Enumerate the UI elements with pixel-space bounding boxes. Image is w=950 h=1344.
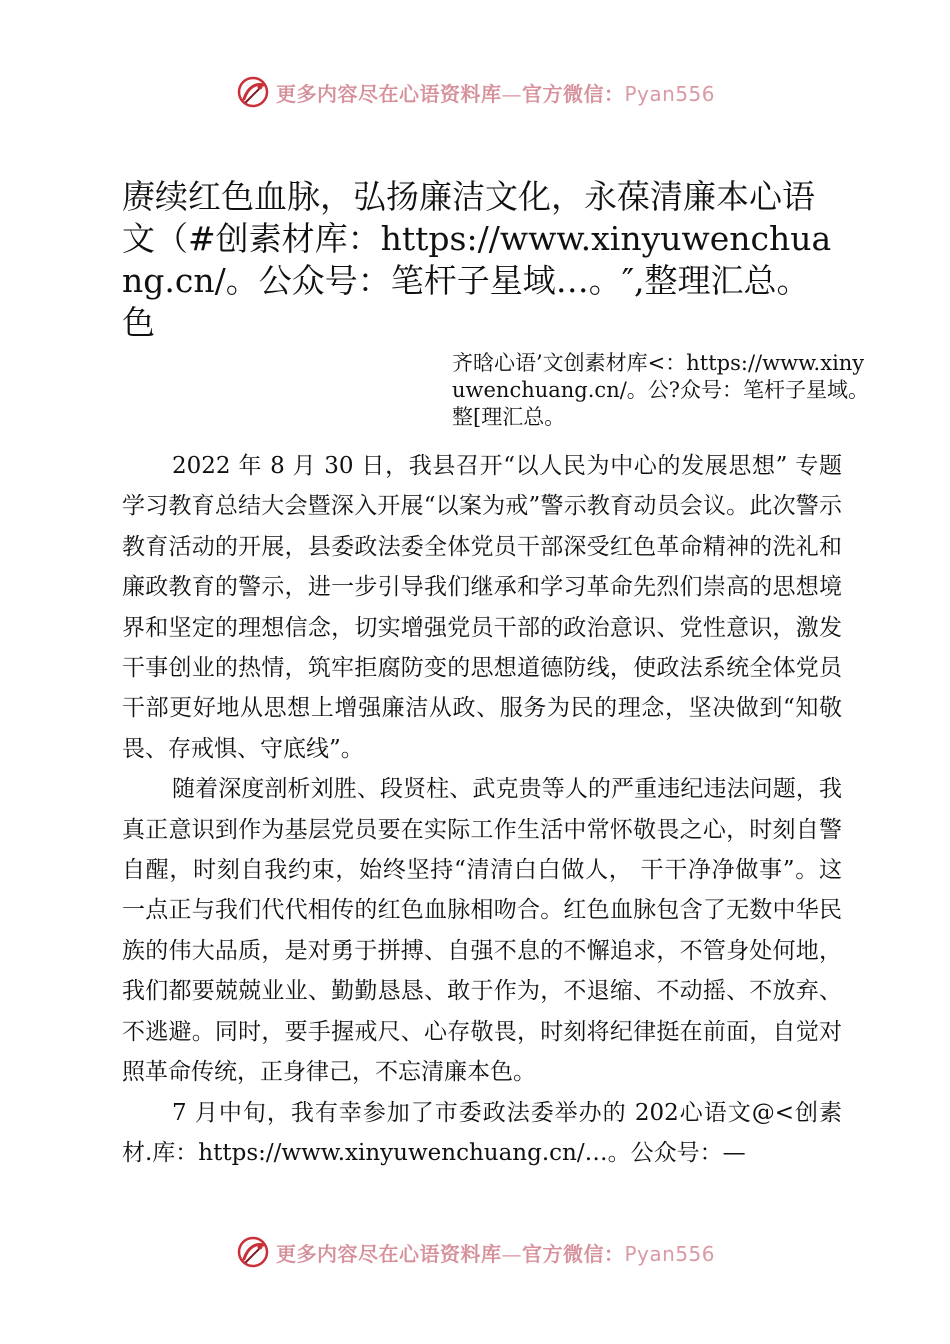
document-title: 赓续红色血脉，弘扬廉洁文化，永葆清廉本心语文（#创素材库：https://www.xinyuwenchuang.cn/。公众号：笔杆子星域…。″,整理汇总。色 xyxy=(122,177,832,342)
paragraph-1: 2022 年 8 月 30 日，我县召开“以人民为中心的发展思想” 专题学习教育总结大会暨深入开展“以案为戒”警示教育动员会议。此次警示教育活动的开展，县委政法委全体党员干部深受红色革命精神的洗礼和廉政教育的警示，进一步引导我们继承和学习革命先烈们崇高的思想境界和坚定的理想信念，切实增强党员干部的政治意识、党性意识，激发干事创业的热情，筑牢拒腐防变的思想道德防线，使政法系统全体党员干部更好地从思想上增强廉洁从政、服务为民的理念，坚决做到“知敬畏、存戒惧、守底线”。 xyxy=(122,453,842,762)
banner-text: 更多内容尽在心语资料库—官方微信：Pyan556 xyxy=(276,81,716,106)
paragraph-2: 随着深度剖析刘胜、段贤柱、武克贵等人的严重违纪违法问题，我真正意识到作为基层党员要在实际工作生活中常怀敬畏之心，时刻自警自醒，时刻自我约束，始终坚持“清清白白做人， 干干净净做事”。这一点正与我们代代相传的红色血脉相吻合。红色血脉包含了无数中华民族的伟大品质，是对勇于拼搏、自强不息的不懈追求，不管身处何地，我们都要兢兢业业、勤勤恳恳、敢于作为，不退缩、不动摇、不放弃、不逃避。同时，要手握戒尺、心存敬畏，时刻将纪律挺在前面，自觉对照革命传统，正身律己，不忘清廉本色。 xyxy=(122,776,842,1086)
logo-icon xyxy=(236,1235,270,1269)
footer-banner xyxy=(0,1232,950,1272)
document-body xyxy=(122,446,842,1173)
source-note: 齐晗心语’文创素材库<：https://www.xinyuwenchuang.cn/。公?众号：笔杆子星域。整[理汇总。 xyxy=(452,351,870,429)
header-banner xyxy=(0,72,950,112)
paragraph-3: 7 月中旬，我有幸参加了市委政法委举办的 202心语文@<创素材.库：https://www.xinyuwenchuang.cn/…。公众号：— xyxy=(122,1099,842,1166)
logo-icon xyxy=(236,75,270,109)
banner-text: 更多内容尽在心语资料库—官方微信：Pyan556 xyxy=(276,1241,716,1266)
